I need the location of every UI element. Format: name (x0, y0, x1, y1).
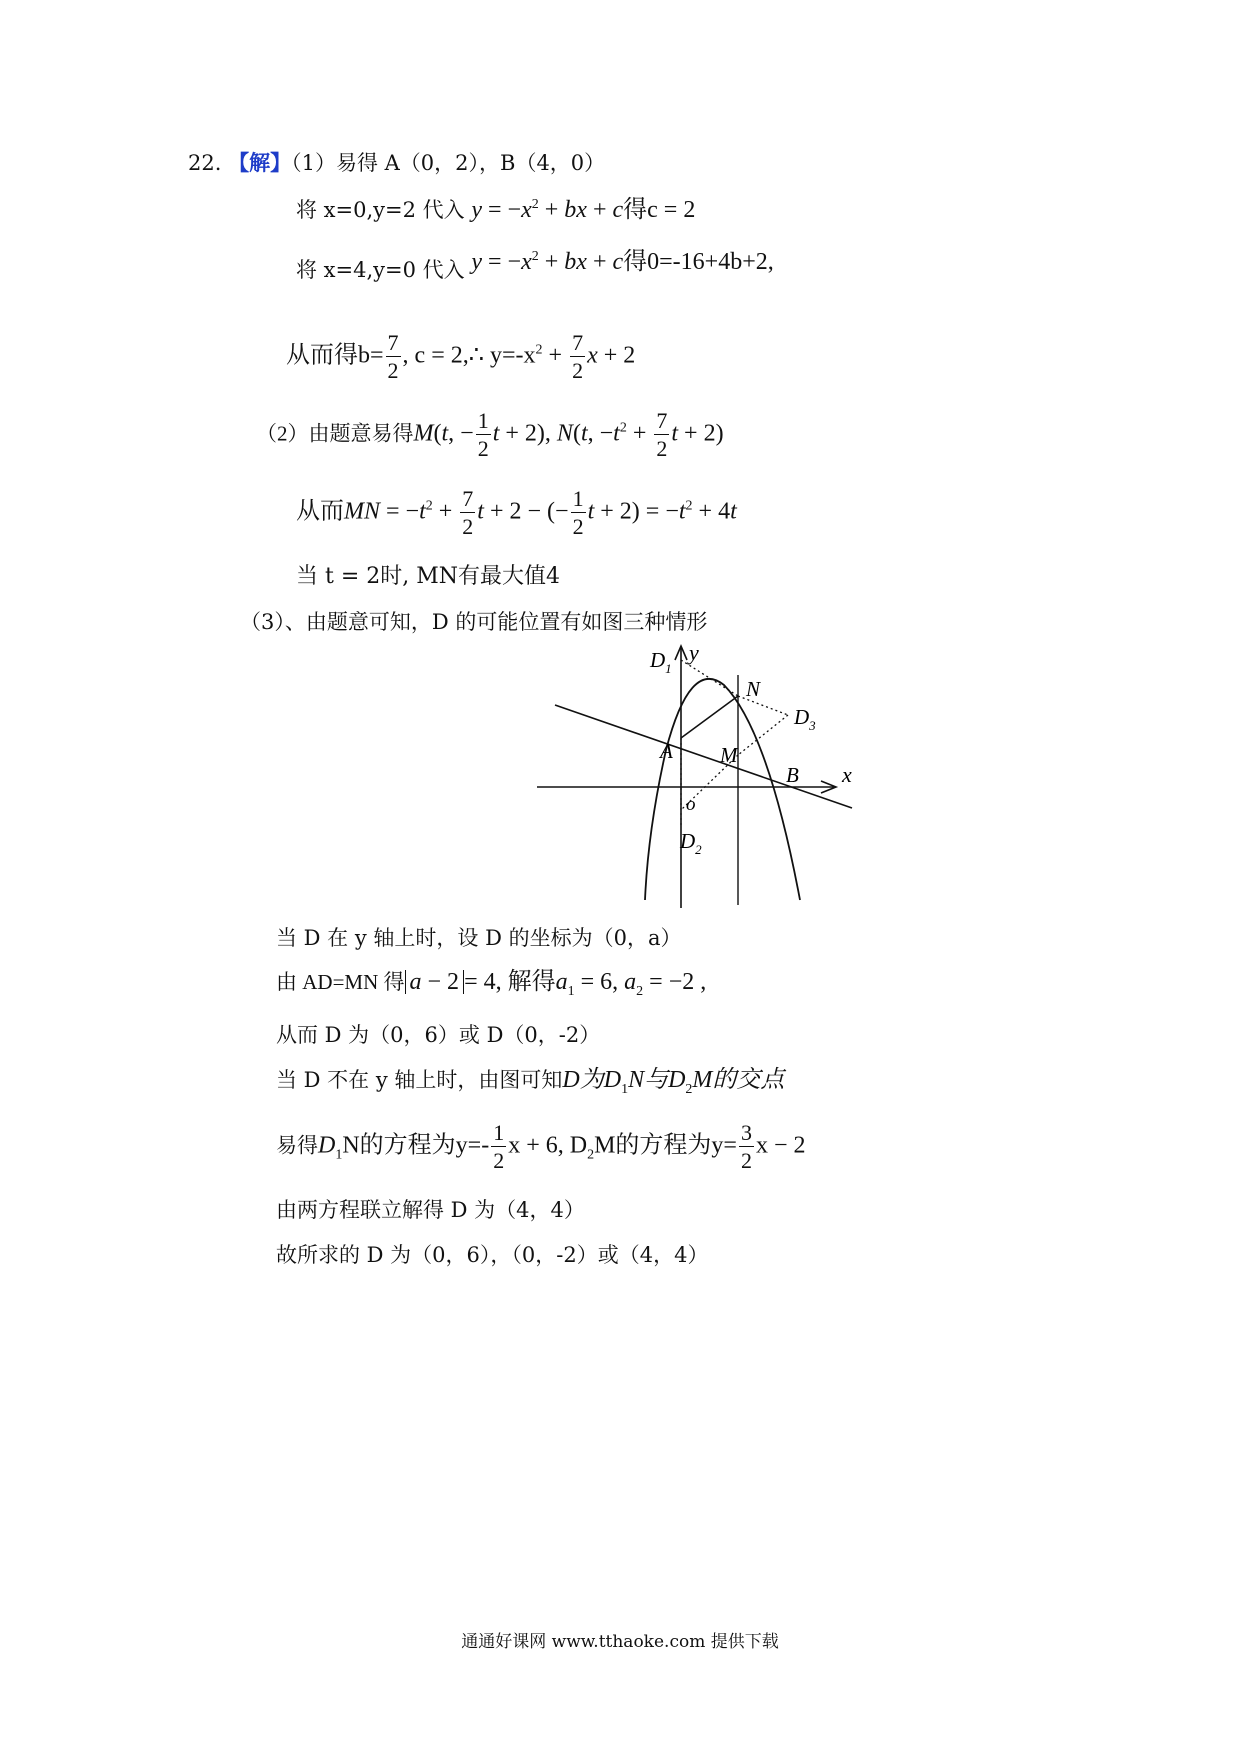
max-line: 当 t = 2时, MN有最大值4 (296, 564, 561, 589)
case2-and: N与D (628, 1067, 686, 1093)
substitution-a-label: 将 x=0,y=2 代入 (296, 198, 465, 222)
eq-mid1: N的方程为y=- (342, 1132, 490, 1159)
conclusion-line: 从而得b= $\frac{7}{2}$ , c = 2,∴ $y=-x^2$ + $\frac{7}{2}$ x + 2 (286, 330, 636, 383)
problem-header (188, 152, 605, 174)
solution-tag: 【解】 (228, 150, 292, 175)
equation-sub-b: $y = -x^2$ + bx + c得0=-16+4b+2, (471, 249, 774, 275)
sub-a-result: c = 2 (647, 197, 696, 223)
case2-mid: D为D (562, 1067, 622, 1093)
solve-line: 由两方程联立解得 D 为（4，4） (276, 1198, 585, 1222)
mn-prefix: 从而 (296, 498, 344, 525)
label-n: N (746, 677, 761, 701)
label-a: A (660, 739, 673, 763)
equations-line: 易得$D_1N$的方程为y=- $\frac{1}{2}$ x + 6, $D_2M$的方程为y= $\frac{3}{2}$ x − 2 (276, 1120, 806, 1173)
ad-mn-line: 由 AD=MN 得 a − 2 = 4, 解得$a_1 = 6$, $a_2 = -2$ , (276, 969, 707, 999)
sub-b-result: 0=-16+4b+2, (647, 249, 774, 275)
fraction-7-2c: $\frac{7}{2}$ (656, 408, 668, 461)
eq-mid3: M的方程为y= (594, 1132, 737, 1159)
page-footer: 通通好课网 www.tthaoke.com 提供下载 (461, 1632, 779, 1652)
fraction-1-2c: $\frac{1}{2}$ (493, 1120, 505, 1173)
case2-end: M的交点 (692, 1067, 785, 1093)
label-d2: $D_2$ (680, 829, 702, 857)
label-x: x (842, 762, 852, 787)
final-line: 故所求的 D 为（0，6），（0，-2）或（4，4） (276, 1243, 709, 1267)
eq-mid2: x + 6, D (508, 1132, 588, 1159)
label-y: y (689, 640, 699, 665)
label-origin: o (686, 794, 696, 815)
substitution-b-label: 将 x=4,y=0 代入 (296, 258, 465, 282)
segment-an (681, 696, 738, 738)
label-d3: $D_3$ (794, 705, 816, 733)
part2-prefix: （2）由题意易得 (256, 421, 414, 446)
equation-sub-a: $y = -x^2$ + bx + c得c = 2 (471, 197, 696, 223)
ad-prefix: 由 AD=MN 得 (276, 970, 405, 994)
fraction-1-2: $\frac{1}{2}$ (477, 408, 489, 461)
mn-line: 从而MN = $-t^2$ + $\frac{7}{2}$ t + 2 − (− $\frac{1}{2}$ $t + 2) = -t^2 + 4t$ (296, 486, 737, 539)
case1-result: 从而 D 为（0，6）或 D（0，-2） (276, 1023, 601, 1047)
parabola-figure (530, 640, 870, 910)
part1-intro: （1）易得 A（0，2），B（4，0） (291, 151, 606, 175)
case1-line: 当 D 在 y 轴上时，设 D 的坐标为（0，a） (276, 926, 682, 950)
fraction-7-2: $\frac{7}{2}$ (387, 330, 399, 383)
case2-line: 当 D 不在 y 轴上时，由图可知D为$D_1N$与$D_2M$的交点 (276, 1067, 785, 1097)
fraction-1-2b: $\frac{1}{2}$ (572, 486, 584, 539)
label-m: M (720, 743, 738, 767)
case2-prefix: 当 D 不在 y 轴上时，由图可知 (276, 1068, 563, 1092)
abs-a-minus-2: a − 2 (405, 970, 465, 994)
part3-intro: （3）、由题意可知，D 的可能位置有如图三种情形 (240, 610, 708, 634)
substitution-b (296, 249, 774, 282)
part2-line: （2）由题意易得M(t, − $\frac{1}{2}$ t + 2), N(t, $-t^2$ + $\frac{7}{2}$ t + 2) (256, 408, 724, 461)
parabola-curve (645, 679, 800, 900)
fraction-7-2d: $\frac{7}{2}$ (462, 486, 474, 539)
problem-number: 22. (188, 151, 222, 175)
eq-prefix: 易得 (276, 1133, 318, 1158)
label-d1: $D_1$ (650, 648, 672, 676)
ad-solve: = 4, 解得 (464, 969, 556, 995)
conclusion-c: , c = 2,∴ y=-x (402, 342, 536, 369)
fraction-7-2b: $\frac{7}{2}$ (572, 330, 584, 383)
substitution-a (296, 198, 695, 222)
dotted-d3-m (738, 715, 788, 755)
fraction-3-2: $\frac{3}{2}$ (740, 1120, 752, 1173)
conclusion-prefix: 从而得b= (286, 342, 384, 369)
label-b: B (786, 763, 799, 787)
eq-end: x − 2 (755, 1132, 806, 1159)
